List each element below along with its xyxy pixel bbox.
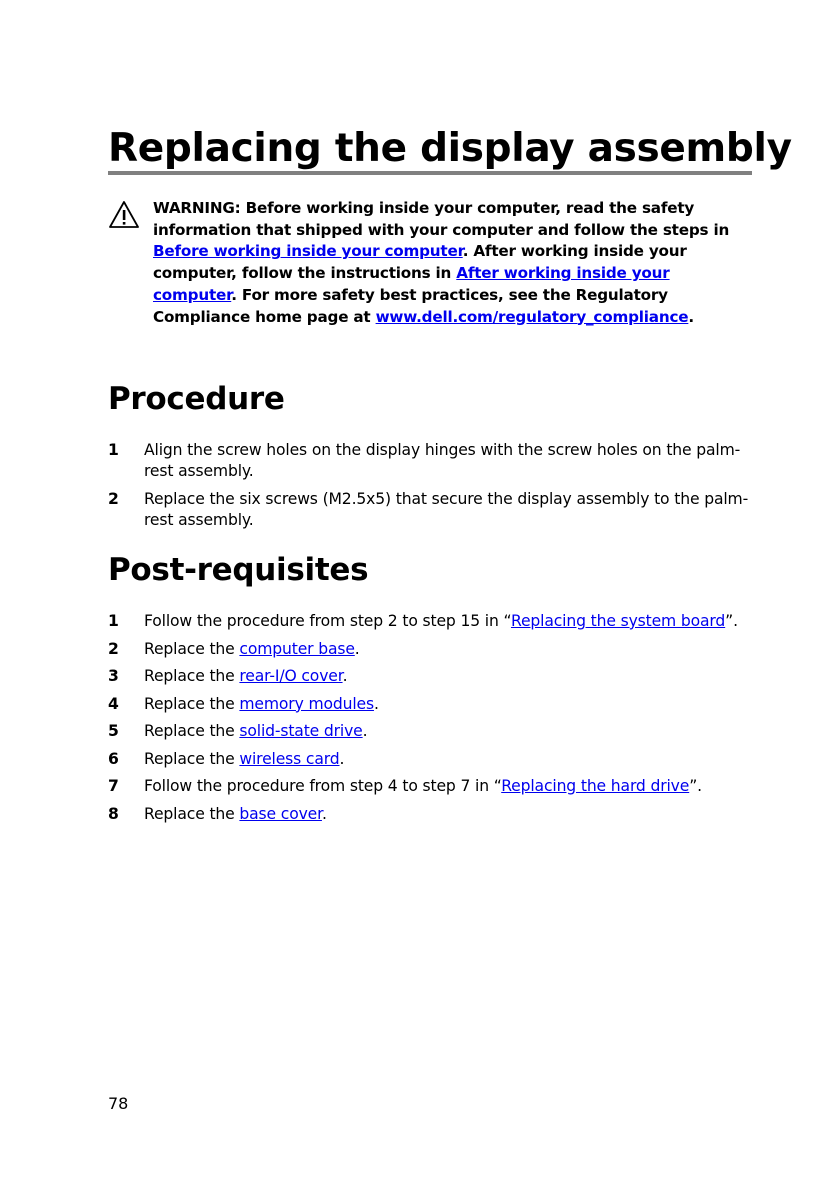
post-requisite-step bbox=[108, 776, 754, 797]
procedure-step bbox=[108, 489, 754, 531]
post-requisites-heading: Post-requisites bbox=[108, 552, 369, 588]
step-number: 4 bbox=[108, 694, 119, 713]
post-requisite-step bbox=[108, 666, 754, 687]
step-number: 2 bbox=[108, 490, 119, 508]
step-number: 8 bbox=[108, 804, 119, 823]
step-text: ”. bbox=[689, 777, 702, 795]
step-number: 3 bbox=[108, 667, 119, 685]
post-requisite-step bbox=[108, 804, 754, 825]
step-number: 1 bbox=[108, 441, 119, 459]
post-requisite-steps bbox=[108, 611, 754, 831]
step-text: ”. bbox=[725, 612, 738, 630]
step-number: 6 bbox=[108, 749, 119, 768]
step-text: Replace the bbox=[144, 722, 240, 740]
link-regulatory-compliance[interactable]: www.dell.com/regulatory_compliance bbox=[375, 307, 689, 326]
warning-text-part: . bbox=[688, 307, 694, 326]
post-requisite-step bbox=[108, 611, 754, 632]
step-text: . bbox=[354, 639, 360, 658]
step-text: Replace the bbox=[144, 639, 240, 658]
link-base-cover[interactable]: base cover bbox=[239, 804, 322, 823]
page-number: 78 bbox=[108, 1094, 129, 1113]
step-text: Replace the bbox=[144, 667, 240, 685]
page-title: Replacing the display assembly bbox=[108, 126, 792, 171]
procedure-heading: Procedure bbox=[108, 381, 285, 417]
procedure-step bbox=[108, 440, 754, 482]
post-requisite-step bbox=[108, 749, 754, 770]
step-text: Replace the bbox=[144, 749, 240, 768]
step-text: Follow the procedure from step 2 to step 15 in “ bbox=[144, 612, 511, 630]
link-after-working[interactable]: After working inside your computer bbox=[153, 264, 670, 304]
step-text: . bbox=[321, 804, 327, 823]
step-text: . bbox=[342, 667, 348, 685]
warning-text-part: . After working inside your computer, follow the instructions in bbox=[153, 242, 687, 283]
link-computer-base[interactable]: computer base bbox=[239, 639, 355, 658]
warning-text-part: WARNING: Before working inside your computer, read the safety information that shipped with your computer and follow the steps in bbox=[153, 199, 730, 239]
step-number: 2 bbox=[108, 639, 119, 658]
step-text: . bbox=[362, 722, 368, 740]
step-text: Replace the bbox=[144, 804, 240, 823]
post-requisite-step bbox=[108, 694, 754, 715]
warning-triangle-icon bbox=[108, 198, 140, 230]
post-requisite-step bbox=[108, 721, 754, 742]
warning-text bbox=[153, 198, 753, 328]
link-replacing-hard-drive[interactable]: Replacing the hard drive bbox=[501, 777, 690, 795]
step-number: 1 bbox=[108, 612, 119, 630]
link-memory-modules[interactable]: memory modules bbox=[239, 694, 374, 713]
post-requisite-step bbox=[108, 639, 754, 660]
step-number: 5 bbox=[108, 722, 119, 740]
link-solid-state-drive[interactable]: solid-state drive bbox=[239, 722, 363, 740]
step-text: . bbox=[339, 749, 345, 768]
link-wireless-card[interactable]: wireless card bbox=[239, 749, 340, 768]
step-text: Follow the procedure from step 4 to step 7 in “ bbox=[144, 777, 502, 795]
warning-text-part: . For more safety best practices, see the Regulatory Compliance home page at bbox=[153, 285, 668, 326]
step-text: Replace the six screws (M2.5x5) that secure the display assembly to the palm-rest assembly. bbox=[144, 490, 749, 529]
step-text: Align the screw holes on the display hinges with the screw holes on the palm-rest assembly. bbox=[144, 441, 741, 480]
step-text: Replace the bbox=[144, 694, 240, 713]
link-replacing-system-board[interactable]: Replacing the system board bbox=[510, 612, 726, 630]
step-text: . bbox=[373, 694, 379, 713]
link-rear-io-cover[interactable]: rear-I/O cover bbox=[239, 667, 343, 685]
link-before-working[interactable]: Before working inside your computer bbox=[153, 242, 463, 261]
title-divider bbox=[108, 171, 752, 175]
procedure-steps bbox=[108, 440, 754, 538]
step-number: 7 bbox=[108, 777, 119, 795]
